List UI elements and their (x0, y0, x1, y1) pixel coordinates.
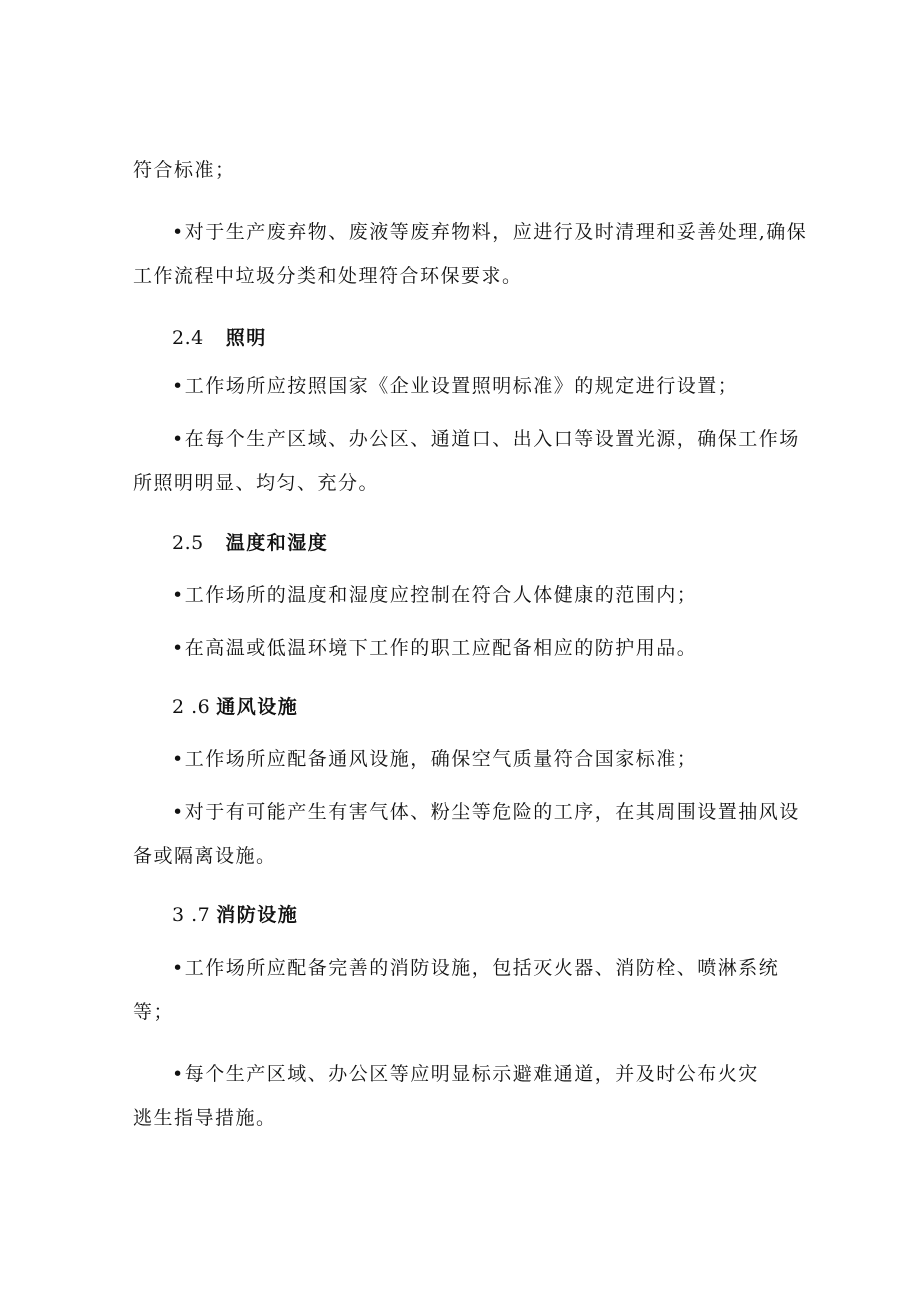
bullet-ventilation-equipment: •工作场所应配备通风设施，确保空气质量符合国家标准； (172, 748, 698, 770)
bullet-exhaust-line-2: 备或隔离设施。 (133, 845, 277, 867)
bullet-light-source-line-1: •在每个生产区域、办公区、通道口、出入口等设置光源，确保工作场 (172, 428, 800, 450)
section-heading-fire-protection (172, 902, 298, 928)
bullet-lighting-standard: •工作场所应按照国家《企业设置照明标准》的规定进行设置； (172, 375, 739, 397)
section-heading-temperature (172, 530, 328, 556)
section-title: 照明 (225, 327, 267, 349)
section-number: 3 .7 (172, 904, 211, 926)
bullet-waste-line-2: 工作流程中垃圾分类和处理符合环保要求。 (133, 265, 523, 287)
paragraph-continuation: 符合标准； (133, 159, 236, 181)
bullet-evacuation-line-2: 逃生指导措施。 (133, 1107, 277, 1129)
section-heading-ventilation (172, 694, 298, 720)
bullet-protective-gear: •在高温或低温环境下工作的职工应配备相应的防护用品。 (172, 637, 698, 659)
section-number: 2.4 (172, 327, 204, 349)
bullet-light-source-line-2: 所照明明显、均匀、充分。 (133, 472, 380, 494)
bullet-fire-equipment-line-1: •工作场所应配备完善的消防设施，包括灭火器、消防栓、喷淋系统 (172, 957, 780, 979)
section-title: 通风设施 (216, 696, 299, 718)
section-number: 2 .6 (172, 696, 211, 718)
bullet-fire-equipment-line-2: 等； (133, 1001, 175, 1023)
bullet-exhaust-line-1: •对于有可能产生有害气体、粉尘等危险的工序，在其周围设置抽风设 (172, 801, 800, 823)
section-heading-lighting (172, 325, 267, 351)
bullet-evacuation-line-1: •每个生产区域、办公区等应明显标示避难通道，并及时公布火灾 (172, 1063, 759, 1085)
section-title: 消防设施 (216, 904, 299, 926)
section-number: 2.5 (172, 532, 204, 554)
bullet-waste-line-1: •对于生产废弃物、废液等废弃物料，应进行及时清理和妥善处理,确保 (172, 221, 808, 243)
bullet-temperature-control: •工作场所的温度和湿度应控制在符合人体健康的范围内； (172, 584, 698, 606)
section-title: 温度和湿度 (225, 532, 329, 554)
